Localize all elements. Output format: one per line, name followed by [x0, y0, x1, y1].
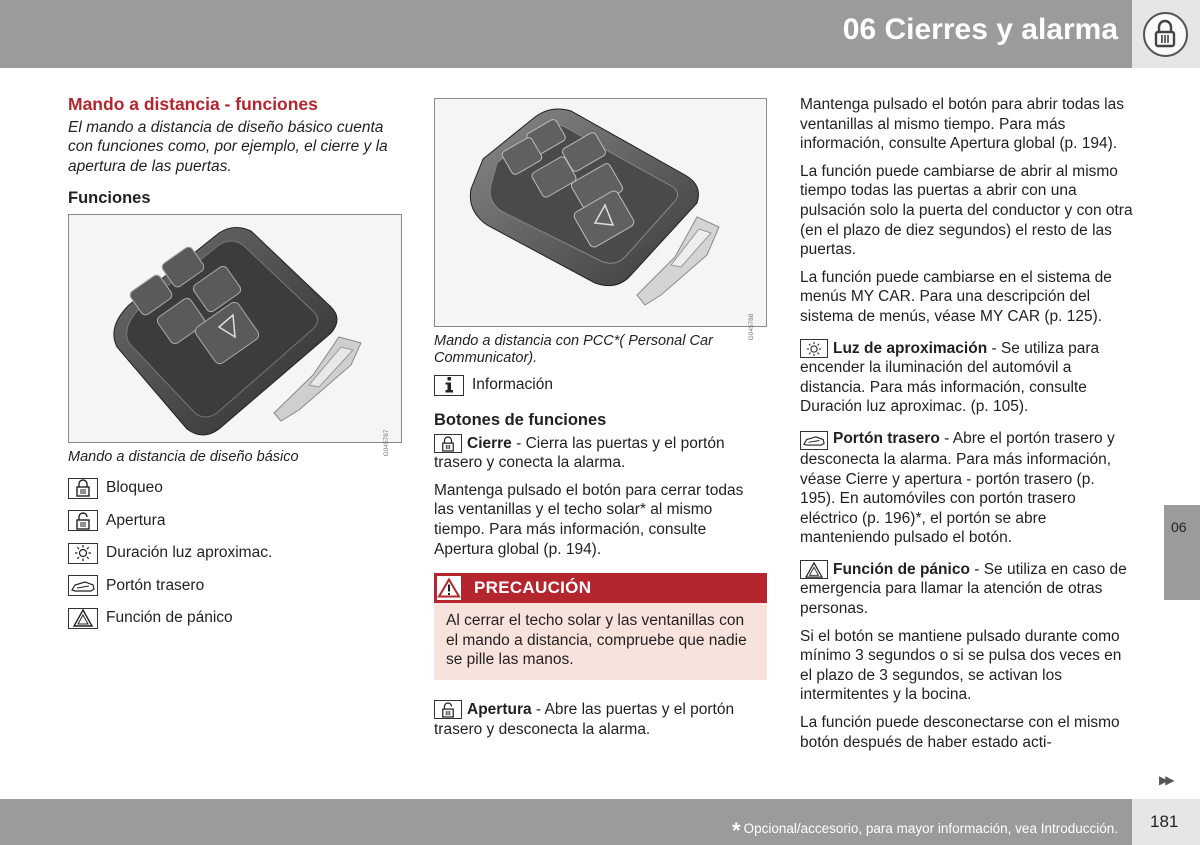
legend-label: Portón trasero [106, 576, 205, 594]
warning-triangle-icon [436, 575, 462, 601]
asterisk: * [732, 818, 741, 843]
footer-note-text: Opcional/accesorio, para mayor información, vea Introducción. [743, 821, 1118, 836]
pcc-remote-illustration [435, 99, 768, 328]
info-label: Información [472, 376, 553, 394]
footer-bar [0, 799, 1200, 845]
buttons-heading: Botones de funciones [434, 411, 607, 429]
apertura-paragraph [434, 700, 767, 739]
panico-paragraph [800, 560, 1133, 619]
function-legend [68, 472, 402, 635]
footer-note [732, 813, 1118, 843]
lock-open-icon [434, 700, 462, 719]
side-tab-label: 06 [1171, 519, 1187, 535]
legend-item-bloqueo [68, 472, 402, 505]
luz-term: Luz de aproximación [833, 339, 988, 357]
legend-label: Duración luz aproximac. [106, 544, 273, 562]
legend-item-luz [68, 537, 402, 570]
column-right [800, 95, 1133, 760]
pcc-remote-figure [434, 98, 767, 341]
figure-caption: Mando a distancia con PCC*( Personal Car Communicator). [434, 333, 713, 366]
caution-text: Al cerrar el techo solar y las ventanillas con el mando a distancia, compruebe que nadie se pille las manos. [434, 603, 767, 680]
panico-term: Función de pánico [833, 560, 970, 578]
info-icon [434, 375, 464, 396]
hold-paragraph: Mantenga pulsado el botón para cerrar todas las ventanillas y el techo solar* al mismo tiempo. Para más información, consulte Apertura global (p. 194). [434, 481, 744, 558]
figure-caption: Mando a distancia de diseño básico [68, 448, 299, 465]
chapter-title: 06 Cierres y alarma [842, 13, 1118, 46]
porton-paragraph [800, 429, 1133, 548]
caution-box [434, 573, 767, 680]
section-title: Mando a distancia - funciones [68, 94, 318, 114]
luz-paragraph [800, 339, 1133, 417]
tailgate-icon [68, 575, 98, 596]
apertura-text: - Abre las puertas y el portón trasero y desconecta la alarma. [434, 700, 735, 738]
legend-label: Bloqueo [106, 479, 163, 497]
legend-label: Apertura [106, 511, 166, 529]
lock-open-icon [68, 510, 98, 531]
porton-term: Portón trasero [833, 429, 940, 447]
paragraph: Mantenga pulsado el botón para abrir todas las ventanillas al mismo tiempo. Para más información, consulte Apertura global (p. 194). [800, 96, 1124, 153]
funciones-heading: Funciones [68, 189, 151, 208]
figure-code: G045788 [748, 314, 756, 341]
double-chevron-right-icon: ▶▶ [1159, 773, 1172, 787]
legend-item-panico [68, 602, 402, 635]
approach-light-icon [68, 543, 98, 564]
lock-closed-icon [434, 434, 462, 453]
paragraph: Si el botón se mantiene pulsado durante como mínimo 3 segundos o si se pulsa dos veces en el plazo de 3 segundos, se activan los intermitentes y la bocina. [800, 627, 1122, 704]
panico-text: - Se utiliza en caso de emergencia para llamar la atención de otras personas. [800, 560, 1127, 618]
figure-code: G045787 [383, 429, 391, 457]
paragraph: La función puede cambiarse de abrir al mismo tiempo todas las puertas a abrir con una pulsación solo la puerta del conductor y con otra (en el plazo de diez segundos) el resto de las puertas. [800, 162, 1133, 259]
chapter-icon-box [1132, 0, 1200, 68]
legend-item-apertura [68, 504, 402, 537]
panic-triangle-icon [800, 560, 828, 579]
tailgate-icon [800, 431, 828, 450]
porton-text: - Abre el portón trasero y desconecta la alarma. Para más información, véase Cierre y apertura - portón trasero (p. 195). En automóviles con portón trasero eléctrico (p. 196)*, el portón se abre manteniendo pulsado el botón. [800, 429, 1115, 547]
chapter-side-tab [1164, 505, 1200, 600]
column-middle [434, 98, 767, 747]
apertura-term: Apertura [467, 700, 532, 718]
intro-text: El mando a distancia de diseño básico cuenta con funciones como, por ejemplo, el cierre y la apertura de las puertas. [68, 118, 388, 175]
cierre-term: Cierre [467, 434, 512, 452]
panic-triangle-icon [68, 608, 98, 629]
lock-closed-icon [68, 478, 98, 499]
cierre-text: - Cierra las puertas y el portón trasero y conecta la alarma. [434, 434, 725, 472]
header-bar [0, 0, 1200, 68]
cierre-paragraph [434, 434, 767, 473]
column-left [68, 95, 402, 634]
approach-light-icon [800, 339, 828, 358]
page-number: 181 [1150, 812, 1179, 831]
lock-icon [1143, 12, 1188, 57]
caution-header [434, 573, 767, 603]
legend-item-info [434, 371, 767, 399]
caution-title: PRECAUCIÓN [474, 578, 592, 598]
paragraph: La función puede desconectarse con el mismo botón después de haber estado acti- [800, 714, 1120, 751]
luz-text: - Se utiliza para encender la iluminación del automóvil a distancia. Para más información, consulte Duración luz aproximac. (p. 105). [800, 339, 1100, 416]
basic-remote-illustration [69, 215, 403, 444]
legend-item-porton [68, 569, 402, 602]
paragraph: La función puede cambiarse en el sistema de menús MY CAR. Para una descripción del sistema de menús, véase MY CAR (p. 125). [800, 268, 1112, 325]
legend-label: Función de pánico [106, 609, 233, 627]
page-number-box [1132, 799, 1200, 845]
